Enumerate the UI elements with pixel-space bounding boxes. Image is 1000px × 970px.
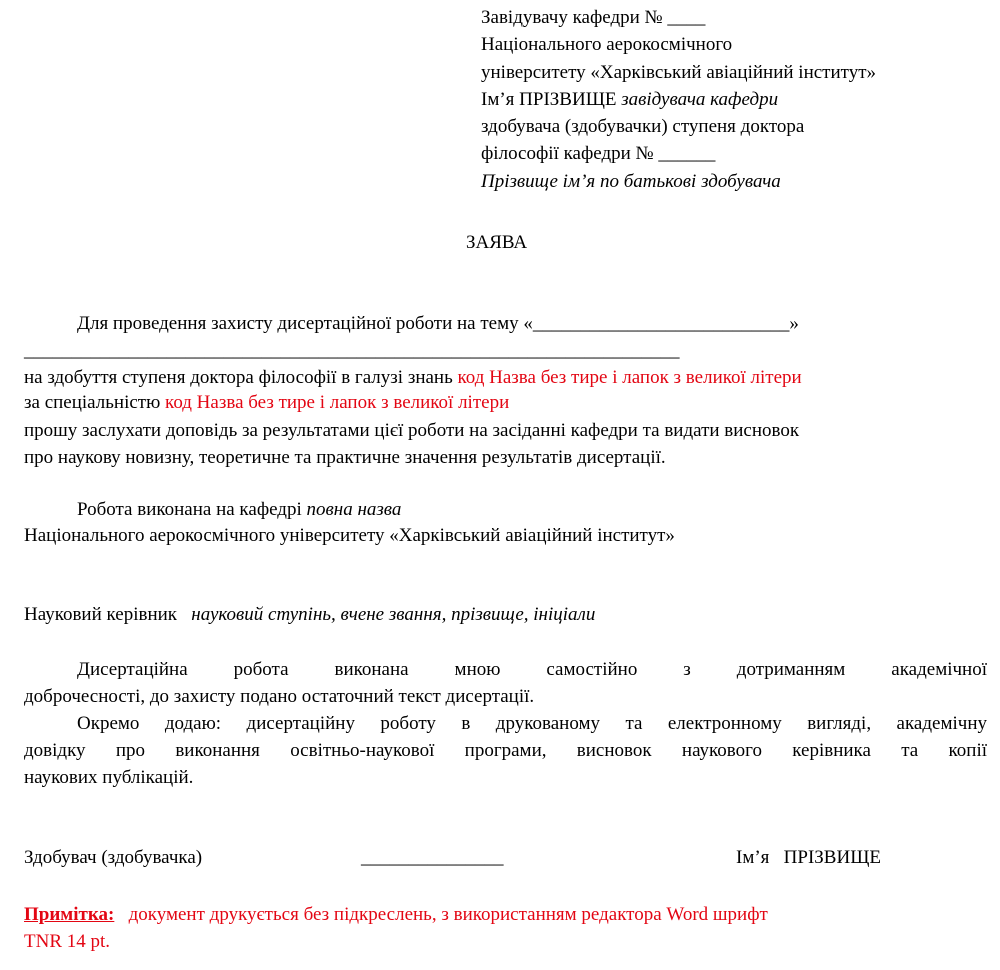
request-line-1: прошу заслухати доповідь за результатами цієї роботи на засіданні кафедри та видати висновок xyxy=(24,420,800,441)
signature-blank: _______________ xyxy=(361,847,504,868)
attachments-line-1: Окремо додаю: дисертаційну роботу в друкованому та електронному вигляді, академічну xyxy=(77,713,987,734)
topic-blank-line-2: _____________________________________________________________________ xyxy=(24,340,680,361)
integrity-line-1: Дисертаційна робота виконана мною самостійно з дотриманням академічної xyxy=(77,659,987,680)
signature-label: Здобувач (здобувачка) xyxy=(24,847,203,868)
addressee-line-1: Завідувачу кафедри № ____ xyxy=(481,7,706,28)
field-code-placeholder: код Назва без тире і лапок з великої літери xyxy=(457,367,802,388)
addressee-line-4: Ім’я ПРІЗВИЩЕ завідувача кафедри xyxy=(481,88,779,110)
addressee-block xyxy=(481,4,876,195)
addressee-line-2: Національного аерокосмічного xyxy=(481,34,733,56)
department-line: Робота виконана на кафедрі повна назва xyxy=(77,499,402,520)
signature-name: Ім’я ПРІЗВИЩЕ xyxy=(736,847,881,868)
supervisor-placeholder: науковий ступінь, вчене звання, прізвище, ініціали xyxy=(191,604,596,625)
applicant-line-1: здобувача (здобувачки) ступеня доктора xyxy=(481,116,805,138)
note-line-2: TNR 14 pt. xyxy=(24,931,111,952)
note-label: Примітка: xyxy=(24,904,115,925)
document-title: ЗАЯВА xyxy=(466,232,528,253)
note-text: документ друкується без підкреслень, з використанням редактора Word шрифт xyxy=(128,904,768,925)
applicant-line-2: філософії кафедри № ______ xyxy=(481,143,716,165)
university-line: Національного аерокосмічного університету «Харківський авіаційний інститут» xyxy=(24,525,675,546)
department-name-placeholder: повна назва xyxy=(306,499,402,520)
topic-line: Для проведення захисту дисертаційної роботи на тему «___________________________» xyxy=(77,313,799,334)
request-line-2: про наукову новизну, теоретичне та практичне значення результатів дисертації. xyxy=(24,447,666,468)
topic-blank: ___________________________ xyxy=(532,313,790,334)
attachments-line-3: наукових публікацій. xyxy=(24,767,194,788)
field-of-knowledge-line: на здобуття ступеня доктора філософії в галузі знань код Назва без тире і лапок з великої літери xyxy=(24,367,802,388)
integrity-line-2: доброчесності, до захисту подано остаточний текст дисертації. xyxy=(24,686,535,707)
note-line xyxy=(24,901,768,928)
speciality-code-placeholder: код Назва без тире і лапок з великої літери xyxy=(165,392,510,413)
attachments-line-2: довідку про виконання освітньо-наукової програми, висновок наукового керівника та копії xyxy=(24,740,987,761)
supervisor-line: Науковий керівник науковий ступінь, вчене звання, прізвище, ініціали xyxy=(24,604,596,625)
applicant-name-placeholder: Прізвище ім’я по батькові здобувача xyxy=(481,170,781,192)
speciality-line: за спеціальністю код Назва без тире і лапок з великої літери xyxy=(24,392,510,413)
addressee-line-3: університету «Харківський авіаційний інститут» xyxy=(481,61,877,83)
